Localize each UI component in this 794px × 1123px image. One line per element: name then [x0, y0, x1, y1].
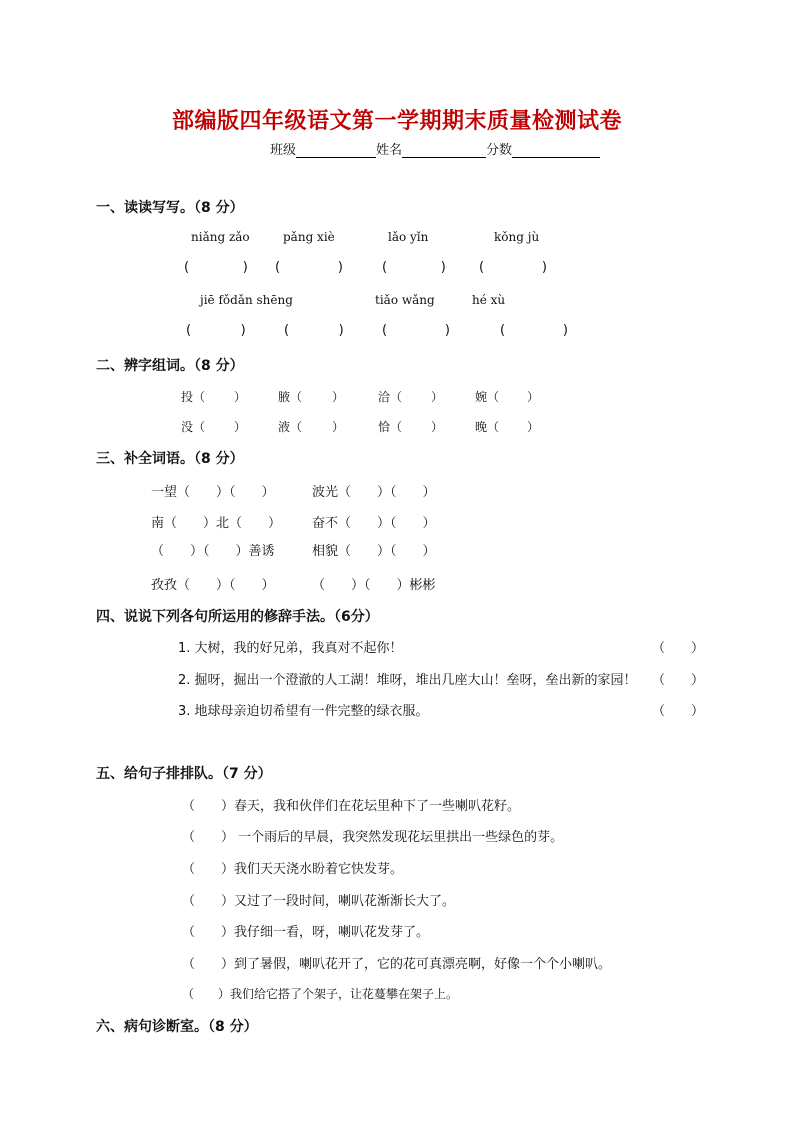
answer-bracket[interactable]: ( ): [479, 260, 547, 275]
order-sentence: 一个雨后的早晨，我突然发现花坛里拱出一些绿色的芽。: [234, 830, 564, 845]
pinyin-5: jiē fǒdǎn shēng: [200, 293, 293, 307]
name-label: 姓名: [376, 143, 403, 158]
close-bracket: ）: [431, 390, 444, 404]
char-prompt: 恰（: [378, 420, 403, 434]
order-sentence: 春天，我和伙伴们在花坛里种下了一些喇叭花籽。: [234, 799, 521, 814]
close-bracket: ）: [332, 420, 345, 434]
order-row: [182, 826, 563, 845]
order-sentence: 到了暑假，喇叭花开了，它的花可真漂亮啊，好像一个个小喇叭。: [234, 957, 612, 972]
student-info-line: [270, 139, 600, 158]
section-6-heading: 六、病句诊断室。（8 分）: [96, 1019, 258, 1035]
order-row: [182, 795, 520, 814]
order-row: [182, 985, 458, 1002]
rhetoric-sentence: 2. 掘呀，掘出一个澄澈的人工湖！堆呀，堆出几座大山！垒呀，垒出新的家园！: [178, 673, 637, 688]
close-bracket: ）: [332, 390, 345, 404]
idiom-item: 奋不（ ）（ ）: [312, 516, 436, 531]
page-title: 部编版四年级语文第一学期期末质量检测试卷: [171, 108, 622, 134]
name-blank[interactable]: [402, 143, 486, 158]
answer-bracket[interactable]: ( ): [382, 323, 450, 338]
order-bracket[interactable]: （ ）: [182, 830, 235, 845]
idiom-item: （ ）（ ）彬彬: [312, 578, 436, 593]
score-label: 分数: [486, 143, 513, 158]
pinyin-4: kǒng jù: [494, 230, 540, 244]
pinyin-6: tiǎo wǎng: [375, 293, 435, 307]
char-prompt: 没（: [181, 420, 206, 434]
order-bracket[interactable]: （ ）: [182, 987, 231, 1001]
idiom-item: 波光（ ）（ ）: [312, 485, 436, 500]
class-label: 班级: [270, 143, 297, 158]
order-sentence: 我们给它搭了个架子，让花蔓攀在架子上。: [230, 987, 459, 1001]
pinyin-1: niǎng zǎo: [191, 230, 250, 244]
close-bracket: ）: [234, 420, 247, 434]
answer-bracket[interactable]: ( ): [275, 260, 343, 275]
order-sentence: 又过了一段时间，喇叭花渐渐长大了。: [234, 894, 456, 909]
pinyin-2: pǎng xiè: [283, 230, 335, 244]
score-blank[interactable]: [512, 143, 600, 158]
pinyin-3: lǎo yǐn: [388, 230, 429, 244]
close-bracket: ）: [234, 390, 247, 404]
char-prompt: 婉（: [475, 390, 500, 404]
order-bracket[interactable]: （ ）: [182, 894, 235, 909]
idiom-item: 一望（ ）（ ）: [151, 485, 275, 500]
answer-bracket[interactable]: ( ): [186, 323, 246, 338]
order-bracket[interactable]: （ ）: [182, 799, 235, 814]
idiom-item: 南（ ）北（ ）: [151, 516, 282, 531]
order-row: [182, 953, 611, 972]
answer-bracket[interactable]: （ ）: [652, 704, 705, 719]
section-2-heading: 二、辨字组词。（8 分）: [96, 358, 244, 374]
section-1-heading: 一、读读写写。（8 分）: [96, 200, 244, 216]
section-3-heading: 三、补全词语。（8 分）: [96, 451, 244, 467]
answer-bracket[interactable]: ( ): [500, 323, 568, 338]
order-row: [182, 858, 403, 877]
class-blank[interactable]: [296, 143, 376, 158]
order-bracket[interactable]: （ ）: [182, 862, 235, 877]
pinyin-7: hé xù: [472, 293, 506, 307]
idiom-item: （ ）（ ）善诱: [151, 544, 275, 559]
char-prompt: 晚（: [475, 420, 500, 434]
order-row: [182, 921, 429, 940]
order-sentence: 我们天天浇水盼着它快发芽。: [234, 862, 404, 877]
order-row: [182, 890, 455, 909]
char-prompt: 腋（: [278, 390, 303, 404]
close-bracket: ）: [527, 420, 540, 434]
rhetoric-sentence: 1. 大树，我的好兄弟，我真对不起你！: [178, 641, 403, 656]
order-bracket[interactable]: （ ）: [182, 925, 235, 940]
char-prompt: 投（: [181, 390, 206, 404]
rhetoric-sentence: 3. 地球母亲迫切希望有一件完整的绿衣服。: [178, 704, 429, 719]
order-bracket[interactable]: （ ）: [182, 957, 235, 972]
answer-bracket[interactable]: ( ): [284, 323, 344, 338]
close-bracket: ）: [527, 390, 540, 404]
order-sentence: 我仔细一看，呀，喇叭花发芽了。: [234, 925, 430, 940]
idiom-item: 孜孜（ ）（ ）: [151, 578, 275, 593]
answer-bracket[interactable]: ( ): [382, 260, 446, 275]
section-4-heading: 四、说说下列各句所运用的修辞手法。（6分）: [96, 609, 379, 625]
idiom-item: 相貌（ ）（ ）: [312, 544, 436, 559]
answer-bracket[interactable]: ( ): [184, 260, 248, 275]
answer-bracket[interactable]: （ ）: [652, 641, 705, 656]
char-prompt: 液（: [278, 420, 303, 434]
answer-bracket[interactable]: （ ）: [652, 673, 705, 688]
section-5-heading: 五、给句子排排队。（7 分）: [96, 766, 272, 782]
close-bracket: ）: [431, 420, 444, 434]
char-prompt: 洽（: [378, 390, 403, 404]
